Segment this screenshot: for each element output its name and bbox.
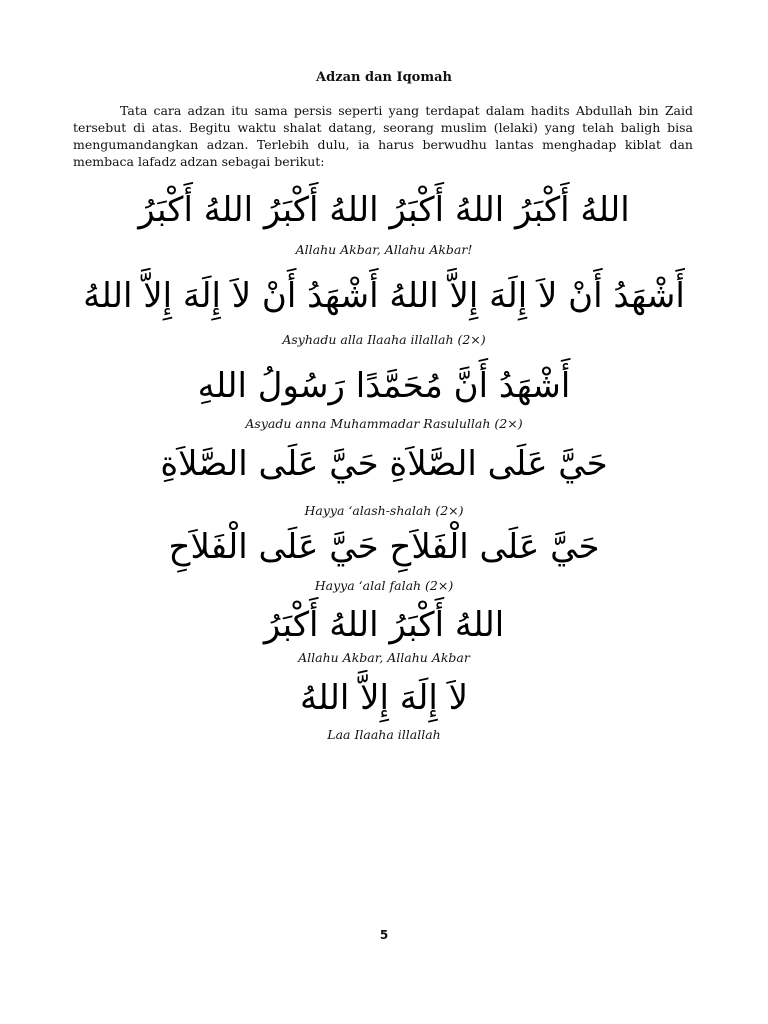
arabic-line-syahadat-tauhid: أَشْهَدُ أَنْ لاَ إِلَهَ إِلاَّ اللهُ أَشْهَدُ أَنْ لاَ إِلَهَ إِلاَّ اللهُ (83, 276, 685, 316)
arabic-line-tahlil: لاَ إِلَهَ إِلاَّ اللهُ (300, 678, 468, 718)
arabic-line-takbir-closing: اللهُ أَكْبَرُ اللهُ أَكْبَرُ (263, 605, 505, 645)
arabic-line-syahadat-rasul: أَشْهَدُ أَنَّ مُحَمَّدًا رَسُولُ اللهِ (197, 366, 571, 406)
arabic-line-hayya-falah: حَيَّ عَلَى الْفَلاَحِ حَيَّ عَلَى الْفَلاَحِ (168, 527, 600, 567)
arabic-line-takbir: اللهُ أَكْبَرُ اللهُ أَكْبَرُ اللهُ أَكْبَرُ اللهُ أَكْبَرُ (138, 190, 630, 230)
transliteration-hayya-shalah: Hayya ‘alash-shalah (2×) (304, 503, 464, 518)
transliteration-hayya-falah: Hayya ‘alal falah (2×) (314, 578, 454, 593)
page-number: 5 (379, 928, 389, 942)
transliteration-syahadat-tauhid: Asyhadu alla Ilaaha illallah (2×) (282, 332, 486, 347)
transliteration-tahlil: Laa Ilaaha illallah (327, 727, 441, 742)
intro-paragraph: Tata cara adzan itu sama persis seperti yang terdapat dalam hadits Abdullah bin Zaid tersebut di atas. Begitu waktu shalat datang, seorang muslim (lelaki) yang telah baligh bisa mengumandangkan adzan. Terlebih dulu, ia harus berwudhu lantas menghadap kiblat dan membaca lafadz adzan sebagai berikut: (73, 103, 693, 169)
transliteration-takbir-closing: Allahu Akbar, Allahu Akbar (298, 650, 470, 665)
page-title: Adzan dan Iqomah (316, 70, 452, 85)
transliteration-syahadat-rasul: Asyadu anna Muhammadar Rasulullah (2×) (245, 416, 523, 431)
arabic-line-hayya-shalah: حَيَّ عَلَى الصَّلاَةِ حَيَّ عَلَى الصَّلاَةِ (160, 444, 608, 484)
transliteration-takbir: Allahu Akbar, Allahu Akbar! (295, 242, 473, 257)
